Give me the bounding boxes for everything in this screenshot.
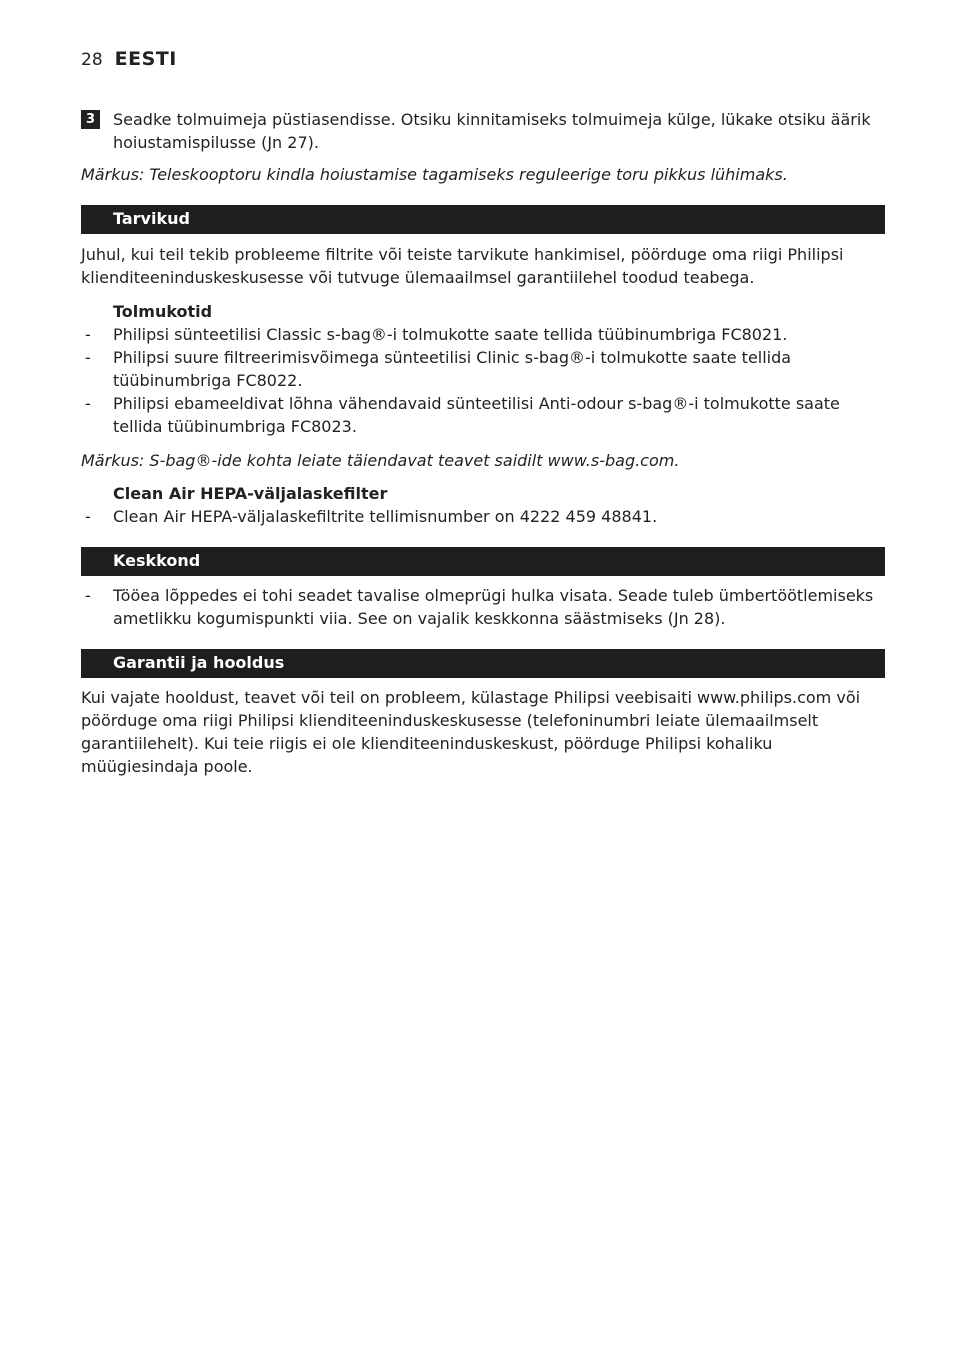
step-text: Seadke tolmuimeja püstiasendisse. Otsiku kinnitamiseks tolmuimeja külge, lükake otsiku äärik hoiustamispilusse (Jn 27). xyxy=(113,110,871,152)
list-item: - Philipsi suure filtreerimisvõimega sünteetilisi Clinic s-bag®-i tolmukotte saate tellida tüübinumbriga FC8022. xyxy=(81,346,885,392)
language-title: EESTI xyxy=(114,48,177,70)
list-item: - Philipsi sünteetilisi Classic s-bag®-i tolmukotte saate tellida tüübinumbriga FC8021. xyxy=(81,323,885,346)
section-title-garantii: Garantii ja hooldus xyxy=(113,653,285,672)
page-number: 28 xyxy=(81,50,103,70)
hepa-filter-heading: Clean Air HEPA-väljalaskefilter xyxy=(113,484,388,503)
guarantee-text: Kui vajate hooldust, teavet või teil on probleem, külastage Philipsi veebisaiti www.philips.com või pöörduge oma riigi Philipsi klienditeeninduskeskusesse (telefoninumbri leiate ülemaailmselt garantiilehelt). Kui teie riigis ei ole klienditeeninduskeskust, pöörduge Philipsi kohaliku müügiesindaja poole. xyxy=(81,688,861,776)
environment-block xyxy=(81,584,885,630)
hepa-filter-block xyxy=(81,482,885,528)
step-number-badge: 3 xyxy=(81,110,100,129)
list-item: - Clean Air HEPA-väljalaskefiltrite tellimisnumber on 4222 459 48841. xyxy=(81,505,885,528)
hepa-filter-list xyxy=(81,505,885,528)
list-item: - Philipsi ebameeldivat lõhna vähendavaid sünteetilisi Anti-odour s-bag®-i tolmukotte saate tellida tüübinumbriga FC8023. xyxy=(81,392,885,438)
section-title-tarvikud: Tarvikud xyxy=(113,209,190,228)
s-bag-note: Märkus: S-bag®-ide kohta leiate täiendavat teavet saidilt www.s-bag.com. xyxy=(81,451,680,470)
dust-bags-list xyxy=(81,323,885,438)
telescopic-tube-note: Märkus: Teleskooptoru kindla hoiustamise tagamiseks reguleerige toru pikkus lühimaks. xyxy=(81,165,788,184)
section-bar-garantii xyxy=(81,649,885,678)
page-header xyxy=(81,48,177,70)
dust-bags-block xyxy=(81,300,885,438)
environment-list xyxy=(81,584,885,630)
dust-bags-heading: Tolmukotid xyxy=(113,302,213,321)
section-bar-keskkond xyxy=(81,547,885,576)
section-title-keskkond: Keskkond xyxy=(113,551,201,570)
list-item: - Tööea lõppedes ei tohi seadet tavalise olmeprügi hulka visata. Seade tuleb ümbertöötlemiseks ametlikku kogumispunkti viia. See on vajalik keskkonna säästmiseks (Jn 28). xyxy=(81,584,885,630)
section-bar-tarvikud xyxy=(81,205,885,234)
step-3 xyxy=(81,108,885,154)
accessories-intro: Juhul, kui teil tekib probleeme filtrite või teiste tarvikute hankimisel, pöörduge oma riigi Philipsi klienditeeninduskeskusesse või tutvuge ülemaailmsel garantiilehel toodud teabega. xyxy=(81,245,844,287)
